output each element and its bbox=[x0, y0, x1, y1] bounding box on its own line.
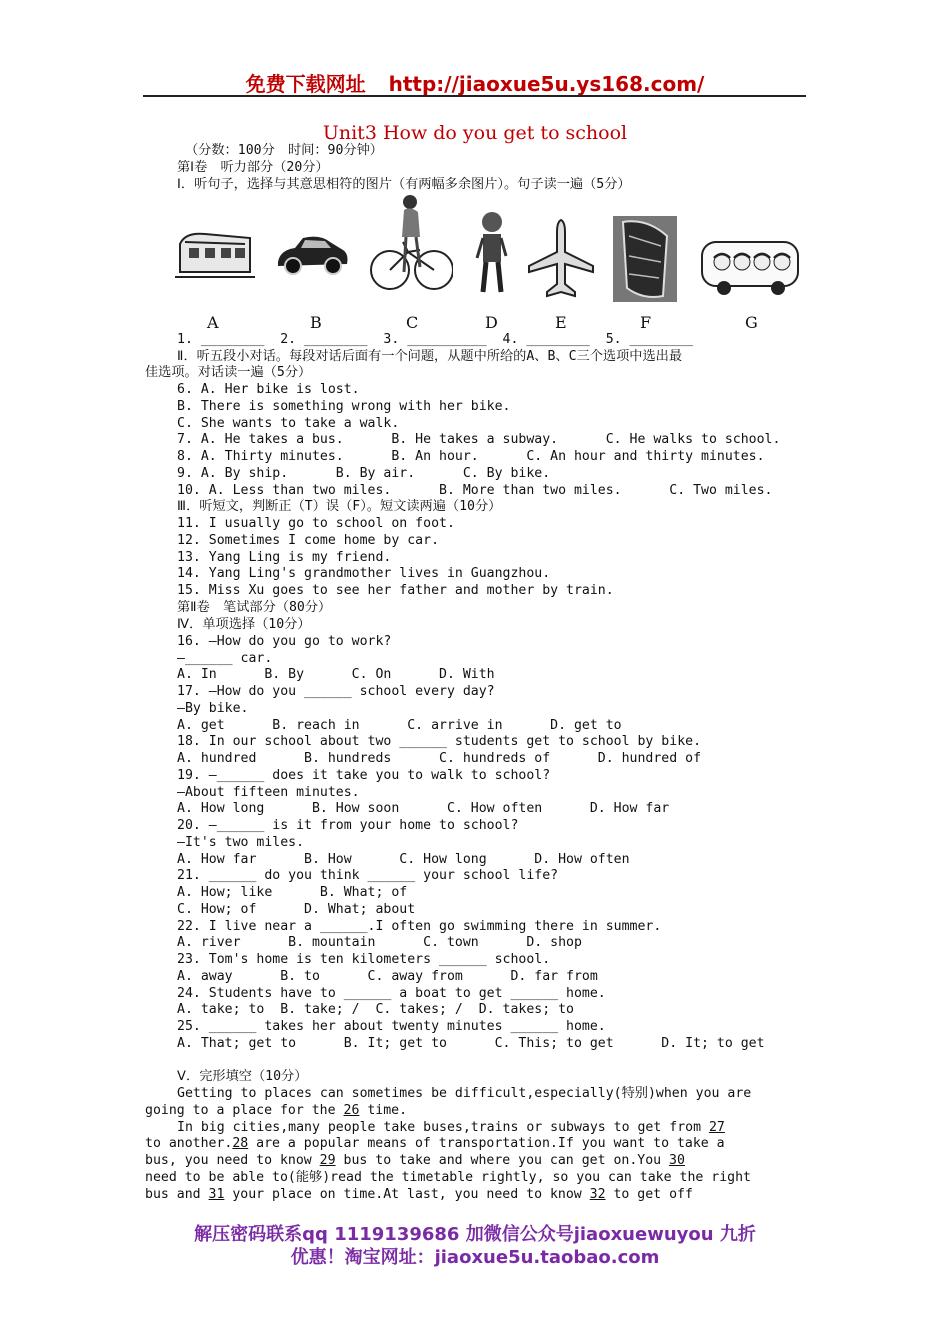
header-label: 免费下载网址 bbox=[245, 72, 366, 96]
answer-blanks-1-5: 1. ________ 2. ________ 3. __________ 4. ________ 5. ________ bbox=[177, 332, 694, 347]
question-line: A. How far B. How C. How long D. How often bbox=[177, 852, 630, 867]
blank-27: 27 bbox=[708, 1120, 725, 1135]
question-line: 8. A. Thirty minutes. B. An hour. C. An hour and thirty minutes. bbox=[177, 449, 765, 464]
passage-line: In big cities,many people take buses,trains or subways to get from 27 bbox=[177, 1120, 725, 1135]
question-line: C. How; of D. What; about bbox=[177, 902, 416, 917]
question-line: —It's two miles. bbox=[177, 835, 305, 850]
section1-title: Ⅰ．听句子，选择与其意思相符的图片（有两幅多余图片）。句子读一遍（5分） bbox=[177, 177, 631, 192]
section4-title: Ⅳ．单项选择（10分） bbox=[177, 617, 311, 632]
site-header bbox=[0, 68, 950, 97]
bus-icon bbox=[698, 232, 804, 298]
question-line: C. She wants to take a walk. bbox=[177, 416, 400, 431]
question-line: 17. —How do you ______ school every day? bbox=[177, 684, 495, 699]
car-icon bbox=[275, 230, 350, 278]
footer-shop-link[interactable]: 优惠！淘宝网址：jiaoxue5u.taobao.com bbox=[290, 1247, 660, 1268]
page-title: Unit3 How do you get to school bbox=[322, 122, 628, 144]
part1-heading: 第Ⅰ卷 听力部分（20分） bbox=[177, 160, 329, 175]
picture-label-a: A bbox=[207, 313, 219, 332]
question-line: 22. I live near a ______.I often go swimming there in summer. bbox=[177, 919, 662, 934]
girl-bike-icon bbox=[368, 192, 453, 297]
passage-line: going to a place for the 26 time. bbox=[145, 1103, 408, 1118]
picture-label-g: G bbox=[745, 313, 758, 332]
question-line: 14. Yang Ling's grandmother lives in Guangzhou. bbox=[177, 566, 551, 581]
question-line: A. get B. reach in C. arrive in D. get to bbox=[177, 718, 622, 733]
score-time: （分数：100分 时间：90分钟） bbox=[185, 143, 383, 158]
blank-28: 28 bbox=[232, 1136, 249, 1151]
question-line: 24. Students have to ______ a boat to get ______ home. bbox=[177, 986, 606, 1001]
question-line: 20. —______ is it from your home to school? bbox=[177, 818, 519, 833]
question-line: 21. ______ do you think ______ your school life? bbox=[177, 868, 559, 883]
passage-line: Getting to places can sometimes be difficult,especially(特别)when you are bbox=[177, 1086, 752, 1101]
question-line: A. In B. By C. On D. With bbox=[177, 667, 495, 682]
question-line: 19. —______ does it take you to walk to school? bbox=[177, 768, 551, 783]
question-line: 23. Tom's home is ten kilometers ______ school. bbox=[177, 952, 551, 967]
question-line: A. river B. mountain C. town D. shop bbox=[177, 935, 582, 950]
section5-title: Ⅴ．完形填空（10分） bbox=[177, 1069, 308, 1084]
question-line: A. How long B. How soon C. How often D. How far bbox=[177, 801, 670, 816]
footer-contact: 解压密码联系qq 1119139686 加微信公众号jiaoxuewuyou 九折 bbox=[194, 1224, 756, 1245]
question-line: 11. I usually go to school on foot. bbox=[177, 516, 455, 531]
boat-icon bbox=[613, 216, 677, 302]
passage-line: need to be able to(能够)read the timetable rightly, so you can take the right bbox=[145, 1170, 751, 1185]
airplane-icon bbox=[527, 218, 595, 300]
question-line: B. There is something wrong with her bike. bbox=[177, 399, 511, 414]
part2-heading: 第Ⅱ卷 笔试部分（80分） bbox=[177, 600, 332, 615]
section2-title: Ⅱ．听五段小对话。每段对话后面有一个问题，从题中所给的A、B、C三个选项中选出最 bbox=[177, 349, 683, 364]
question-line: 6. A. Her bike is lost. bbox=[177, 382, 360, 397]
question-line: A. take; to B. take; / C. takes; / D. takes; to bbox=[177, 1002, 574, 1017]
passage-line: bus and 31 your place on time.At last, you need to know 32 to get off bbox=[145, 1187, 693, 1202]
question-line: 25. ______ takes her about twenty minutes ______ home. bbox=[177, 1019, 606, 1034]
question-line: 7. A. He takes a bus. B. He takes a subway. C. He walks to school. bbox=[177, 432, 781, 447]
header-url-link[interactable]: http://jiaoxue5u.ys168.com/ bbox=[388, 72, 705, 96]
question-line: 16. —How do you go to work? bbox=[177, 634, 392, 649]
header-divider bbox=[143, 95, 806, 97]
blank-31: 31 bbox=[208, 1187, 225, 1202]
question-line: 13. Yang Ling is my friend. bbox=[177, 550, 392, 565]
blank-32: 32 bbox=[589, 1187, 606, 1202]
question-line: —By bike. bbox=[177, 701, 249, 716]
section2-title-cont: 佳选项。对话读一遍（5分） bbox=[145, 365, 312, 380]
boy-walking-icon bbox=[473, 210, 511, 300]
question-line: A. How; like B. What; of bbox=[177, 885, 408, 900]
question-line: 12. Sometimes I come home by car. bbox=[177, 533, 440, 548]
blank-29: 29 bbox=[319, 1153, 336, 1168]
question-line: 15. Miss Xu goes to see her father and mother by train. bbox=[177, 583, 614, 598]
question-line: A. hundred B. hundreds C. hundreds of D. hundred of bbox=[177, 751, 702, 766]
picture-label-f: F bbox=[640, 313, 652, 332]
train-icon bbox=[175, 222, 255, 282]
passage-line: bus, you need to know 29 bus to take and where you can get on.You 30 bbox=[145, 1153, 685, 1168]
picture-label-d: D bbox=[485, 313, 498, 332]
picture-label-e: E bbox=[555, 313, 567, 332]
question-line: —About fifteen minutes. bbox=[177, 785, 360, 800]
question-line: A. away B. to C. away from D. far from bbox=[177, 969, 598, 984]
question-line: —______ car. bbox=[177, 651, 273, 666]
blank-26: 26 bbox=[343, 1103, 360, 1118]
blank-30: 30 bbox=[669, 1153, 685, 1168]
passage-line: to another.28 are a popular means of transportation.If you want to take a bbox=[145, 1136, 725, 1151]
question-line: A. That; get to B. It; get to C. This; to get D. It; to get bbox=[177, 1036, 765, 1051]
section3-title: Ⅲ．听短文，判断正（T）误（F）。短文读两遍（10分） bbox=[177, 499, 502, 514]
picture-label-b: B bbox=[310, 313, 322, 332]
question-line: 18. In our school about two ______ students get to school by bike. bbox=[177, 734, 702, 749]
question-line: 10. A. Less than two miles. B. More than two miles. C. Two miles. bbox=[177, 483, 773, 498]
picture-label-c: C bbox=[406, 313, 419, 332]
question-line: 9. A. By ship. B. By air. C. By bike. bbox=[177, 466, 551, 481]
